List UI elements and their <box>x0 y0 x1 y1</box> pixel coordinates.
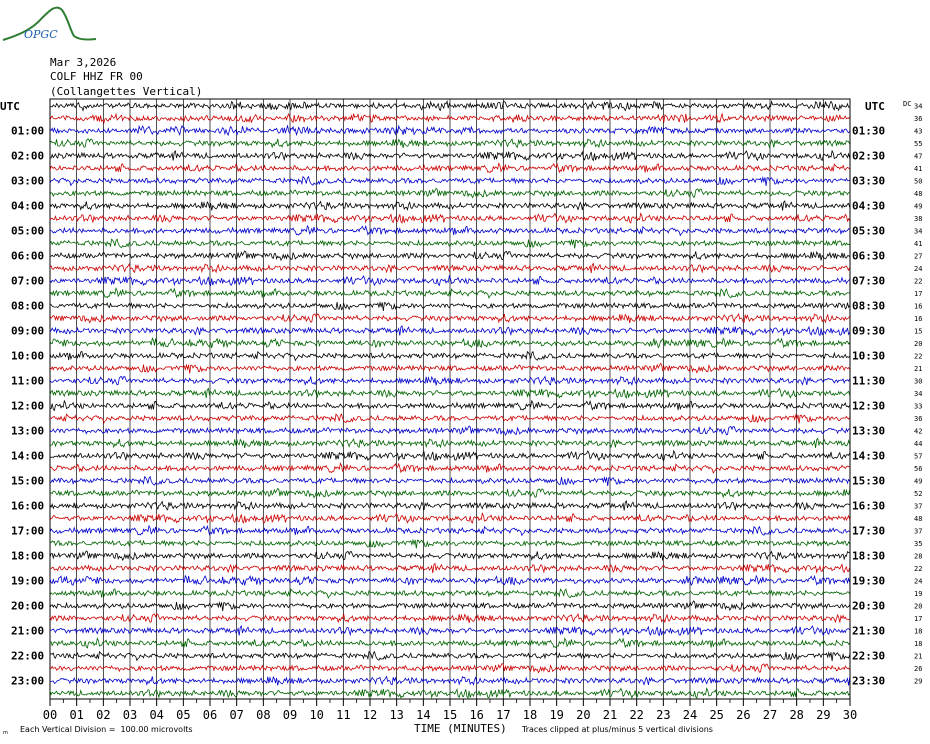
dc-offset-value: 56 <box>914 464 923 473</box>
footer-mark: m <box>3 730 8 736</box>
dc-offset-value: 37 <box>914 502 923 511</box>
hour-label-left: 10:00 <box>11 349 45 363</box>
x-tick-label: 17 <box>496 708 511 722</box>
hour-label-left: 02:00 <box>11 149 45 163</box>
dc-label: DC <box>903 100 912 108</box>
dc-offset-value: 17 <box>914 614 923 623</box>
right-hour-labels <box>852 124 885 687</box>
x-tick-label: 29 <box>816 708 831 722</box>
x-tick-label: 24 <box>682 708 698 722</box>
x-tick-label: 02 <box>96 708 111 722</box>
dc-offset-value: 47 <box>914 152 923 161</box>
dc-offset-value: 34 <box>914 389 923 398</box>
dc-offset-value: 52 <box>914 489 923 498</box>
hour-label-left: 22:00 <box>11 649 45 663</box>
hour-label-right: 10:30 <box>852 349 886 363</box>
dc-offset-value: 24 <box>914 264 923 273</box>
dc-offset-value: 17 <box>914 289 923 298</box>
hour-label-right: 08:30 <box>852 299 886 313</box>
hour-label-right: 14:30 <box>852 449 886 463</box>
x-tick-label: 30 <box>842 708 858 722</box>
dc-offset-value: 21 <box>914 652 923 661</box>
dc-offset-value: 16 <box>914 302 923 311</box>
hour-label-left: 16:00 <box>11 499 45 513</box>
x-tick-label: 20 <box>576 708 591 722</box>
hour-label-left: 19:00 <box>11 574 45 588</box>
dc-offset-value: 22 <box>914 352 923 361</box>
x-axis-title: TIME (MINUTES) <box>414 722 507 735</box>
header-station: COLF HHZ FR 00 <box>50 70 143 83</box>
x-tick-label: 28 <box>789 708 804 722</box>
left-hour-labels <box>11 124 44 687</box>
x-tick-label: 25 <box>709 708 724 722</box>
opgc-logo <box>3 8 96 41</box>
x-tick-label: 11 <box>336 708 351 722</box>
dc-offset-value: 57 <box>914 452 923 461</box>
x-tick-label: 21 <box>602 708 618 722</box>
hour-label-left: 09:00 <box>11 324 45 338</box>
dc-offset-value: 36 <box>914 114 923 123</box>
hour-label-left: 12:00 <box>11 399 45 413</box>
x-tick-label: 10 <box>309 708 324 722</box>
x-tick-label: 04 <box>149 708 164 722</box>
hour-label-left: 17:00 <box>11 524 45 538</box>
x-tick-label: 18 <box>522 708 538 722</box>
hour-label-left: 04:00 <box>11 199 45 213</box>
x-axis-ticks <box>43 699 857 722</box>
dc-offset-value: 15 <box>914 327 923 336</box>
dc-offset-value: 49 <box>914 477 923 486</box>
hour-label-right: 21:30 <box>852 624 886 638</box>
hour-label-right: 16:30 <box>852 499 886 513</box>
hour-label-left: 18:00 <box>11 549 45 563</box>
dc-offset-value: 42 <box>914 427 923 436</box>
x-tick-label: 06 <box>202 708 218 722</box>
dc-offset-value: 34 <box>914 227 923 236</box>
dc-offset-value: 24 <box>914 577 923 586</box>
dc-offset-value: 22 <box>914 564 923 573</box>
right-axis-label: UTC <box>865 100 885 113</box>
dc-offset-value: 21 <box>914 364 923 373</box>
dc-offset-value: 41 <box>914 239 923 248</box>
dc-offset-value: 27 <box>914 252 923 261</box>
x-tick-label: 13 <box>389 708 404 722</box>
dc-offset-value: 37 <box>914 527 923 536</box>
hour-label-right: 18:30 <box>852 549 886 563</box>
x-tick-label: 07 <box>229 708 244 722</box>
hour-label-left: 14:00 <box>11 449 45 463</box>
x-tick-label: 16 <box>469 708 484 722</box>
dc-offset-value: 48 <box>914 514 923 523</box>
hour-label-left: 20:00 <box>11 599 45 613</box>
dc-offset-value: 26 <box>914 664 923 673</box>
hour-label-left: 15:00 <box>11 474 45 488</box>
dc-offset-value: 48 <box>914 189 923 198</box>
hour-label-right: 02:30 <box>852 149 886 163</box>
hour-label-left: 01:00 <box>11 124 45 138</box>
x-tick-label: 26 <box>736 708 751 722</box>
dc-offset-value: 44 <box>914 439 923 448</box>
hour-label-right: 19:30 <box>852 574 886 588</box>
x-tick-label: 08 <box>256 708 271 722</box>
dc-offset-value: 34 <box>914 102 923 111</box>
footer-scale-note: Each Vertical Division = 100.00 microvolts <box>20 725 193 734</box>
hour-label-right: 01:30 <box>852 124 886 138</box>
dc-offset-value: 29 <box>914 677 923 686</box>
hour-label-left: 08:00 <box>11 299 45 313</box>
dc-offset-value: 35 <box>914 539 923 548</box>
dc-offset-value: 20 <box>914 339 923 348</box>
hour-label-right: 05:30 <box>852 224 886 238</box>
hour-label-right: 20:30 <box>852 599 886 613</box>
header-date: Mar 3,2026 <box>50 56 117 69</box>
hour-label-right: 03:30 <box>852 174 886 188</box>
dc-offset-value: 49 <box>914 202 923 211</box>
x-tick-label: 23 <box>656 708 671 722</box>
hour-label-right: 13:30 <box>852 424 886 438</box>
x-tick-label: 15 <box>442 708 458 722</box>
hour-label-left: 11:00 <box>11 374 45 388</box>
x-tick-label: 12 <box>362 708 378 722</box>
hour-label-left: 23:00 <box>11 674 45 688</box>
x-tick-label: 03 <box>122 708 138 722</box>
hour-label-right: 22:30 <box>852 649 886 663</box>
dc-offset-value: 36 <box>914 414 923 423</box>
x-tick-label: 14 <box>416 708 431 722</box>
dc-offset-labels <box>914 102 922 685</box>
dc-offset-value: 50 <box>914 177 923 186</box>
dc-offset-value: 38 <box>914 214 923 223</box>
header-location: (Collangettes Vertical) <box>50 85 203 98</box>
dc-offset-value: 22 <box>914 277 923 286</box>
hour-label-right: 09:30 <box>852 324 886 338</box>
hour-label-left: 07:00 <box>11 274 45 288</box>
dc-offset-value: 30 <box>914 377 923 386</box>
x-tick-label: 05 <box>176 708 191 722</box>
hour-label-right: 04:30 <box>852 199 886 213</box>
x-tick-label: 27 <box>762 708 778 722</box>
hour-label-left: 03:00 <box>11 174 45 188</box>
hour-label-right: 15:30 <box>852 474 886 488</box>
x-tick-label: 09 <box>282 708 298 722</box>
logo-text: OPGC <box>24 28 58 41</box>
hour-label-right: 23:30 <box>852 674 886 688</box>
dc-offset-value: 20 <box>914 602 923 611</box>
dc-offset-value: 18 <box>914 627 923 636</box>
dc-offset-value: 18 <box>914 639 923 648</box>
hour-label-right: 12:30 <box>852 399 886 413</box>
hour-label-left: 21:00 <box>11 624 45 638</box>
x-tick-label: 19 <box>549 708 564 722</box>
dc-offset-value: 41 <box>914 164 923 173</box>
hour-label-right: 11:30 <box>852 374 886 388</box>
left-axis-label: UTC <box>0 100 20 113</box>
dc-offset-value: 43 <box>914 127 923 136</box>
dc-offset-value: 16 <box>914 314 923 323</box>
dc-offset-value: 33 <box>914 402 923 411</box>
hour-label-right: 07:30 <box>852 274 886 288</box>
dc-offset-value: 55 <box>914 139 923 148</box>
x-tick-label: 00 <box>42 708 58 722</box>
hour-label-right: 06:30 <box>852 249 886 263</box>
hour-label-left: 06:00 <box>11 249 45 263</box>
x-tick-label: 01 <box>69 708 84 722</box>
dc-offset-value: 28 <box>914 552 923 561</box>
hour-label-right: 17:30 <box>852 524 886 538</box>
dc-offset-value: 19 <box>914 589 923 598</box>
hour-label-left: 05:00 <box>11 224 45 238</box>
x-tick-label: 22 <box>629 708 644 722</box>
hour-label-left: 13:00 <box>11 424 45 438</box>
footer-clip-note: Traces clipped at plus/minus 5 vertical divisions <box>522 725 713 734</box>
